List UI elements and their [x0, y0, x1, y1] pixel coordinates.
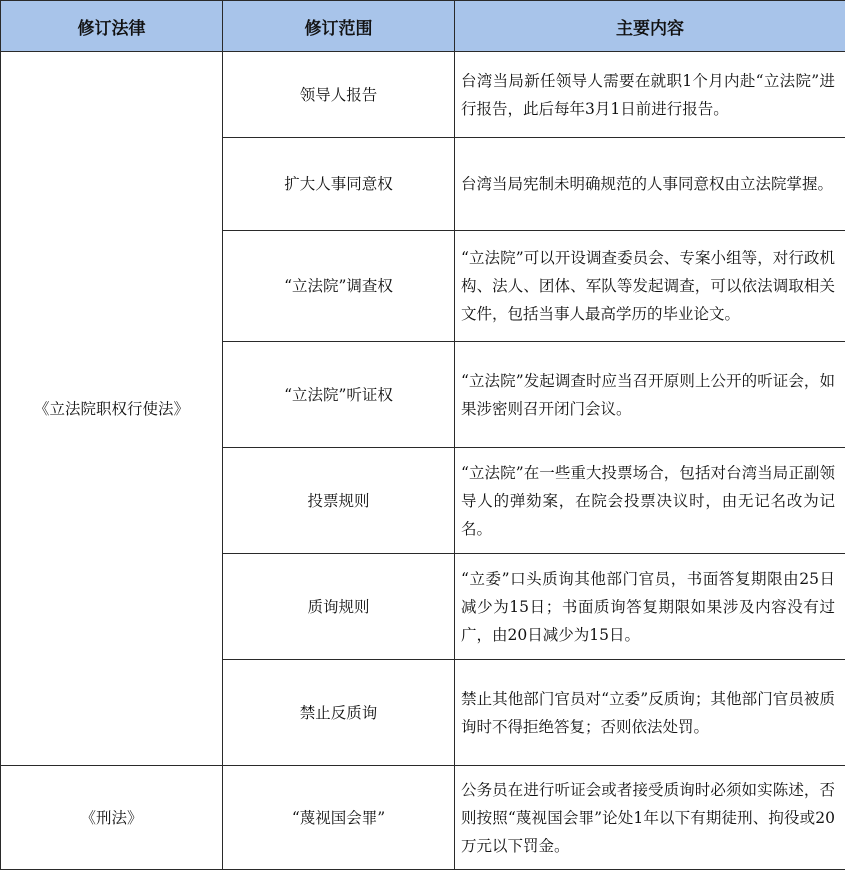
content-cell: “立法院”在一些重大投票场合，包括对台湾当局正副领导人的弹劾案，在院会投票决议时，由无记名改为记名。	[455, 448, 845, 554]
header-content: 主要内容	[455, 1, 845, 52]
scope-cell: 禁止反质询	[223, 660, 455, 766]
scope-cell: “立法院”听证权	[223, 342, 455, 448]
content-cell: “立法院”发起调查时应当召开原则上公开的听证会，如果涉密则召开闭门会议。	[455, 342, 845, 448]
content-cell: “立委”口头质询其他部门官员，书面答复期限由25日减少为15日；书面质询答复期限如果涉及内容没有过广，由20日减少为15日。	[455, 554, 845, 660]
scope-cell: 投票规则	[223, 448, 455, 554]
law-cell: 《刑法》	[1, 766, 223, 870]
content-cell: 台湾当局新任领导人需要在就职1个月内赴“立法院”进行报告，此后每年3月1日前进行报告。	[455, 52, 845, 138]
content-cell: “立法院”可以开设调查委员会、专案小组等，对行政机构、法人、团体、军队等发起调查，可以依法调取相关文件，包括当事人最高学历的毕业论文。	[455, 231, 845, 342]
table-row	[1, 766, 845, 870]
scope-cell: 领导人报告	[223, 52, 455, 138]
scope-cell: 扩大人事同意权	[223, 138, 455, 231]
header-row	[1, 1, 845, 52]
scope-cell: 质询规则	[223, 554, 455, 660]
content-cell: 禁止其他部门官员对“立委”反质询；其他部门官员被质询时不得拒绝答复；否则依法处罚。	[455, 660, 845, 766]
table-row	[1, 52, 845, 138]
content-cell: 公务员在进行听证会或者接受质询时必须如实陈述，否则按照“蔑视国会罪”论处1年以下有期徒刑、拘役或20万元以下罚金。	[455, 766, 845, 870]
scope-cell: “立法院”调查权	[223, 231, 455, 342]
header-law: 修订法律	[1, 1, 223, 52]
content-cell: 台湾当局宪制未明确规范的人事同意权由立法院掌握。	[455, 138, 845, 231]
law-cell: 《立法院职权行使法》	[1, 52, 223, 766]
header-scope: 修订范围	[223, 1, 455, 52]
scope-cell: “蔑视国会罪”	[223, 766, 455, 870]
